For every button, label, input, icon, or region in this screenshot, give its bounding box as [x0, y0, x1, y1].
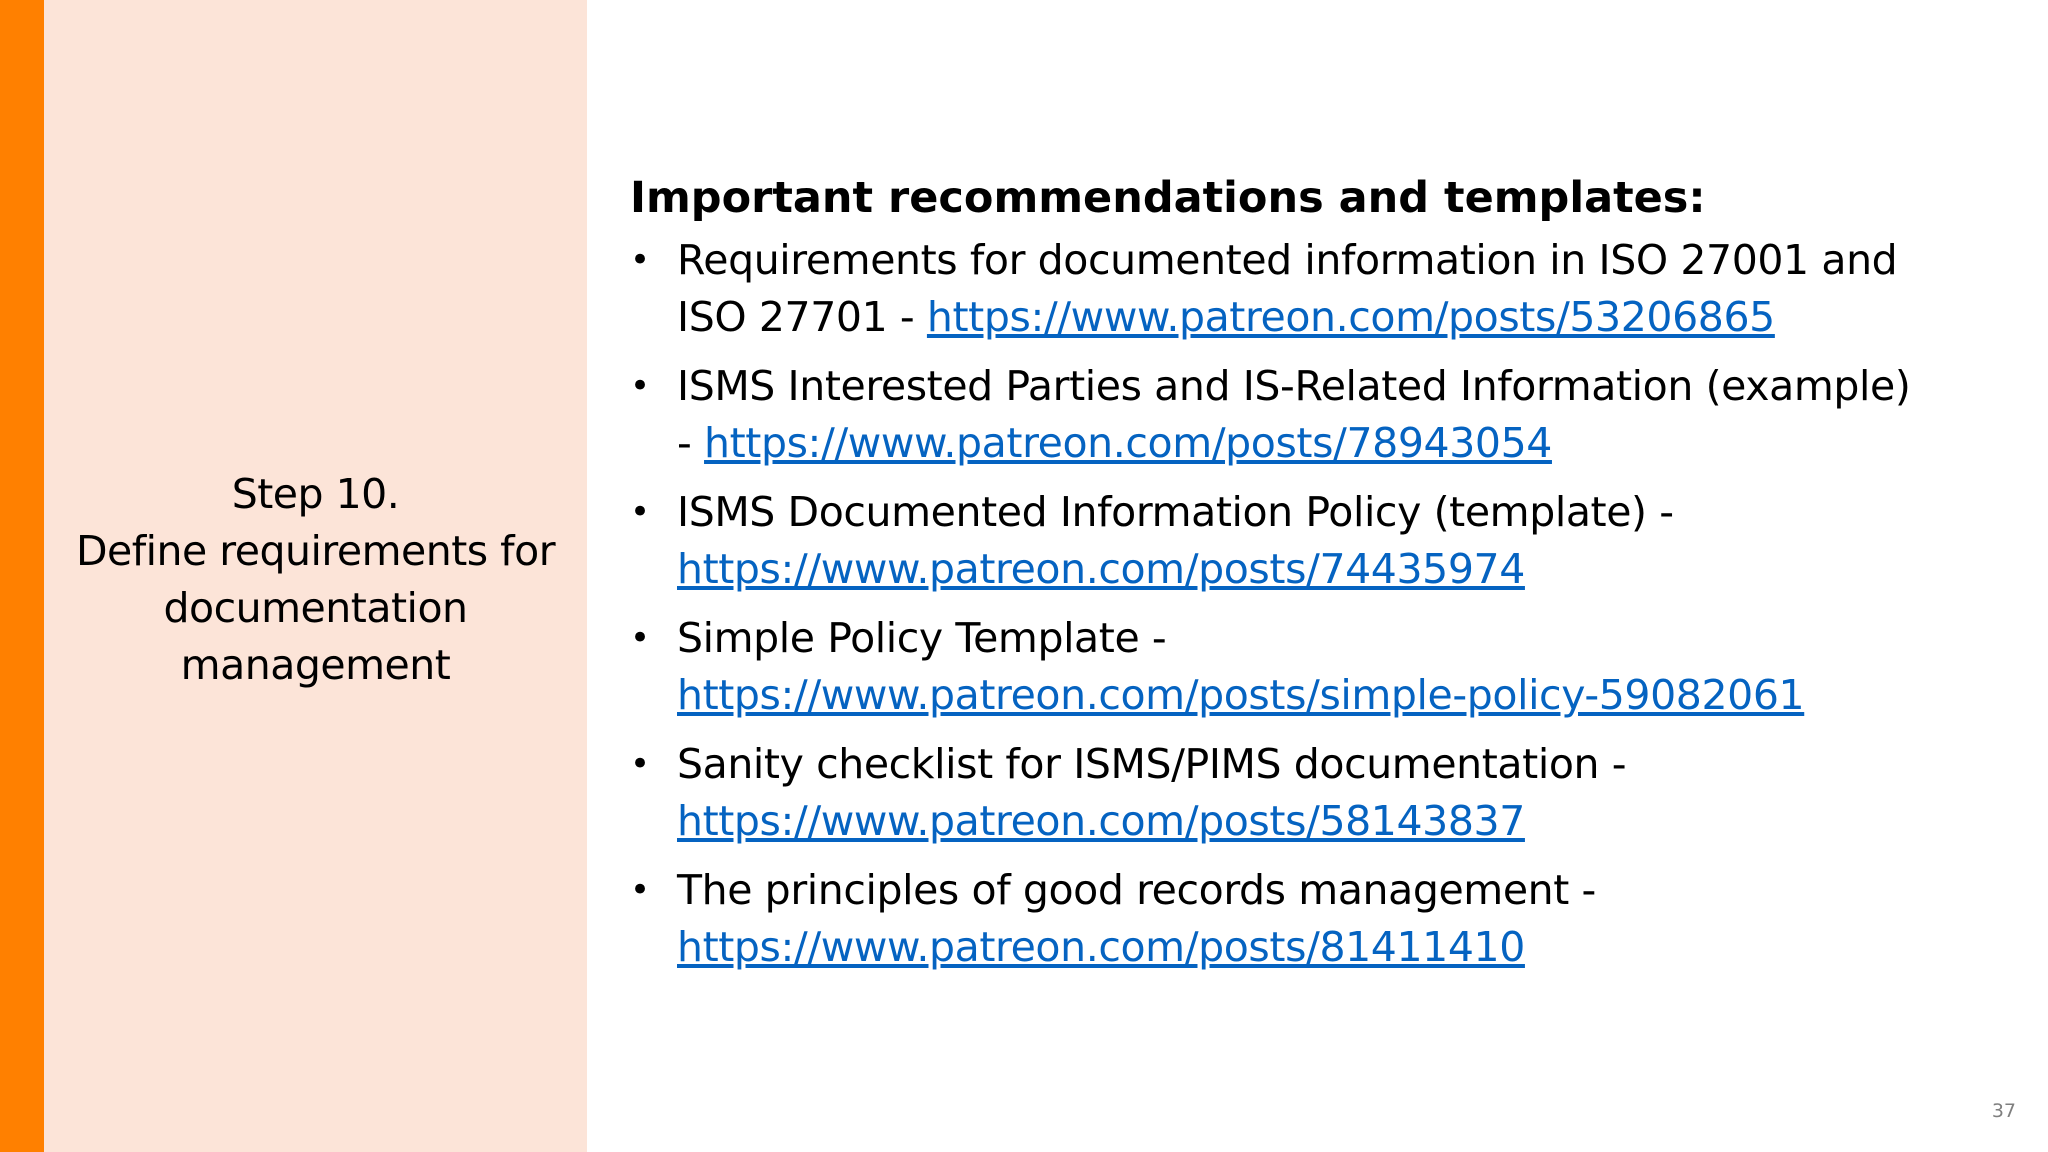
step-line-1: Define requirements for — [75, 527, 556, 575]
bullet-icon: • — [630, 618, 650, 658]
item-text: The principles of good records management - — [677, 866, 1596, 914]
bullet-icon: • — [630, 870, 650, 910]
item-text: Sanity checklist for ISMS/PIMS documentation - — [677, 740, 1627, 788]
item-link[interactable]: https://www.patreon.com/posts/58143837 — [677, 797, 1525, 845]
bullet-icon: • — [630, 366, 650, 406]
step-title — [44, 466, 587, 694]
main-content — [630, 168, 2010, 988]
step-line-2: documentation — [163, 584, 468, 632]
list-item — [630, 232, 2010, 346]
list-item — [630, 610, 2010, 724]
step-line-3: management — [180, 641, 451, 689]
step-number: Step 10. — [231, 470, 400, 518]
item-prefix: - — [677, 419, 705, 467]
accent-bar — [0, 0, 44, 1152]
list-item — [630, 484, 2010, 598]
item-link[interactable]: https://www.patreon.com/posts/simple-policy-59082061 — [677, 671, 1805, 719]
recommendation-list — [630, 232, 2010, 976]
section-heading: Important recommendations and templates: — [630, 173, 1706, 223]
list-item — [630, 862, 2010, 976]
item-text: Requirements for documented information in ISO 27001 and — [677, 236, 1898, 284]
bullet-icon: • — [630, 492, 650, 532]
item-text: ISMS Interested Parties and IS-Related Information (example) — [677, 362, 1911, 410]
item-link[interactable]: https://www.patreon.com/posts/81411410 — [677, 923, 1525, 971]
item-link[interactable]: https://www.patreon.com/posts/78943054 — [704, 419, 1552, 467]
list-item — [630, 736, 2010, 850]
item-text: Simple Policy Template - — [677, 614, 1167, 662]
item-link[interactable]: https://www.patreon.com/posts/74435974 — [677, 545, 1525, 593]
bullet-icon: • — [630, 240, 650, 280]
page-number: 37 — [1991, 1100, 2016, 1122]
item-link[interactable]: https://www.patreon.com/posts/53206865 — [926, 293, 1775, 341]
item-prefix: ISO 27701 - — [677, 293, 927, 341]
item-text: ISMS Documented Information Policy (template) - — [677, 488, 1674, 536]
bullet-icon: • — [630, 744, 650, 784]
list-item — [630, 358, 2010, 472]
